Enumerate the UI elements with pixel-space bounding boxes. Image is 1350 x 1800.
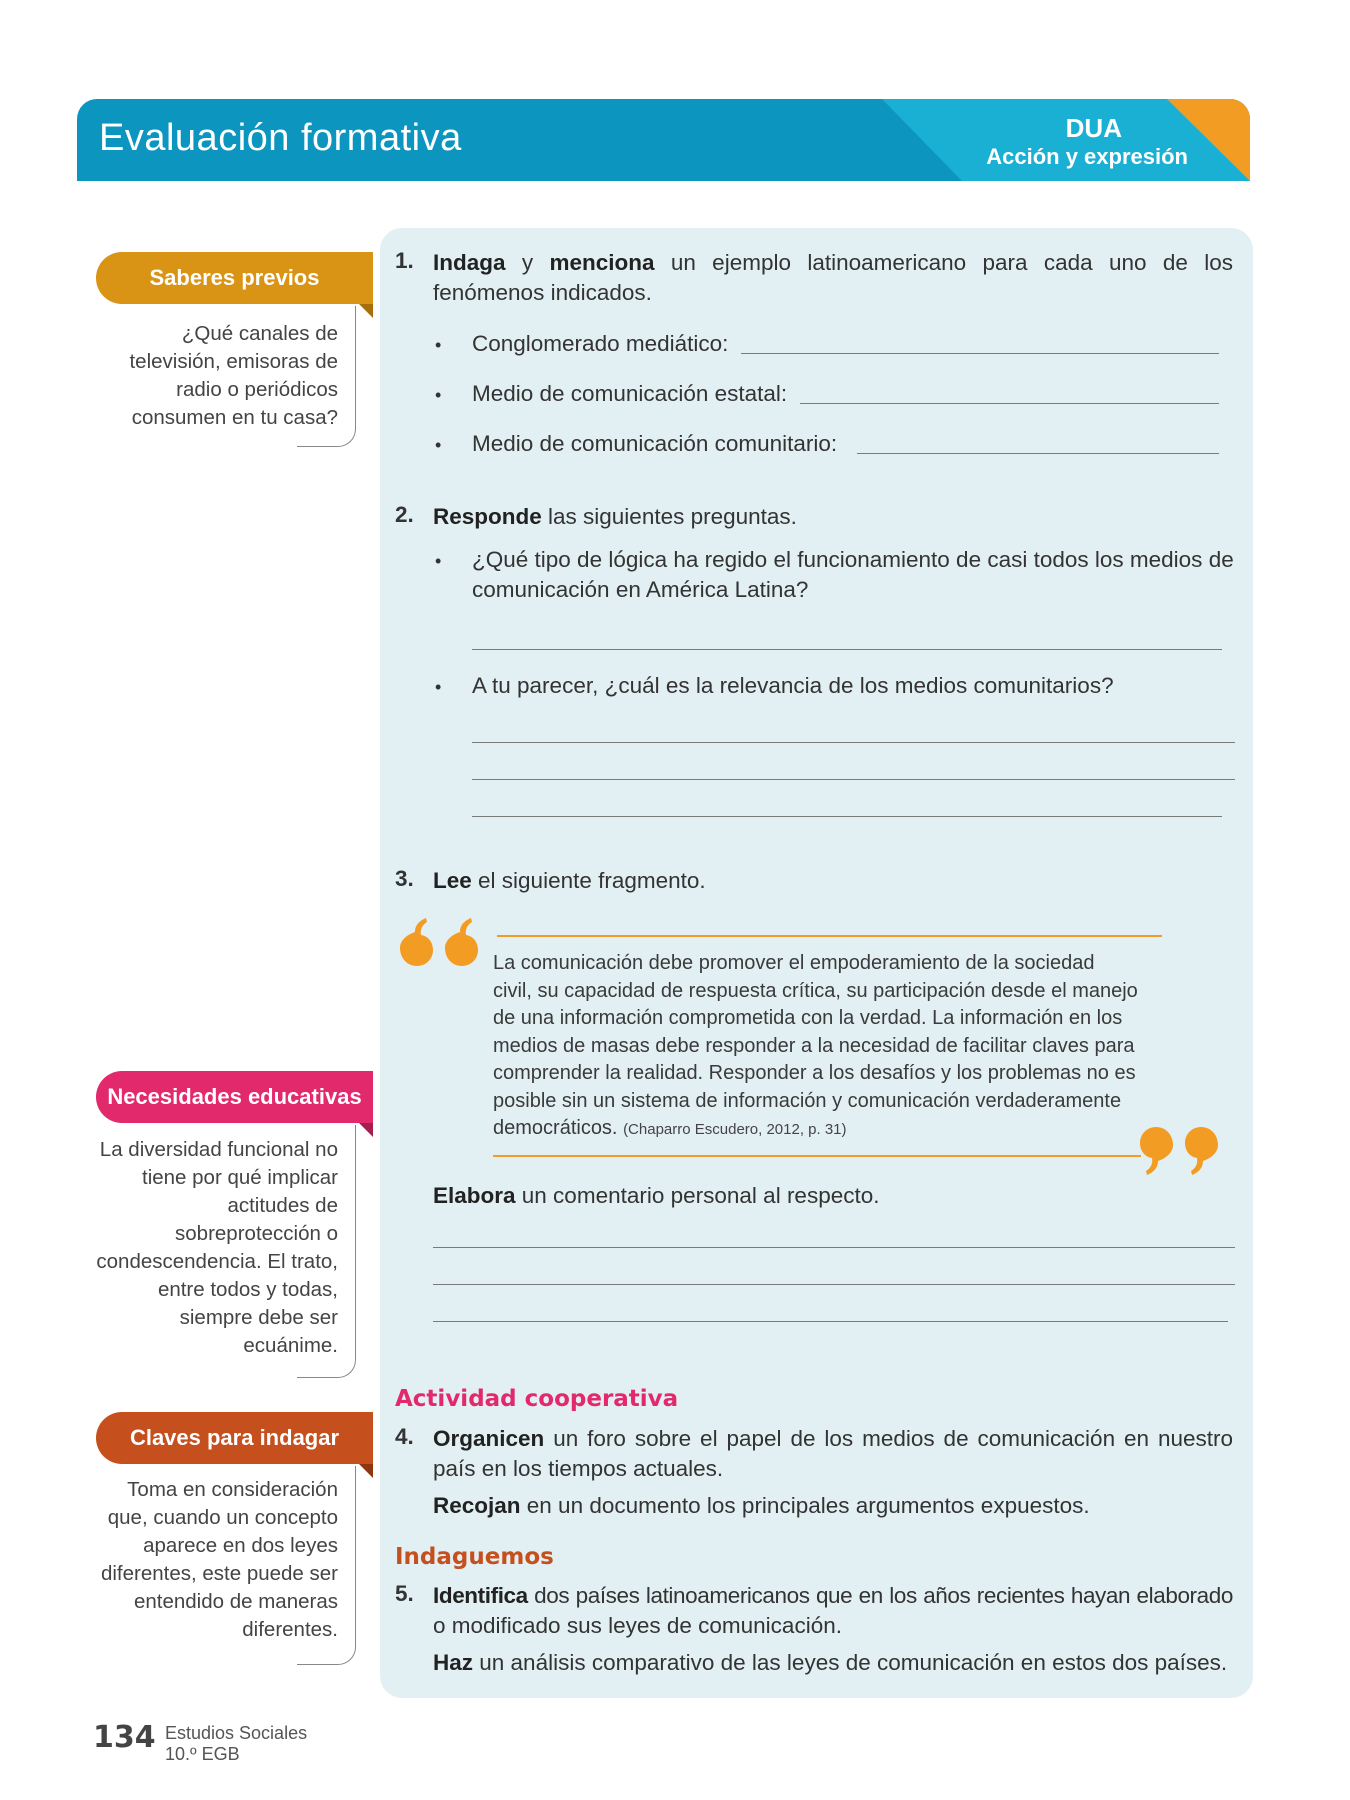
dua-badge-title: DUA xyxy=(1065,113,1122,143)
claves-text: Toma en consideración que, cuando un concepto aparece en dos leyes diferentes, este puede ser entendido de maneras diferentes. xyxy=(100,1478,338,1641)
question-number: 4. xyxy=(395,1424,414,1449)
tab-label: Saberes previos xyxy=(149,265,320,290)
question-number: 2. xyxy=(395,502,414,527)
question-5-text: Identifica dos países latinoamericanos que en los años recientes hayan elaborado o modificado sus leyes de comunicación. Haz un análisis comparativo de las leyes de comunicación en estos dos países. xyxy=(433,1583,1233,1675)
item-estatal: Medio de comunicación estatal: xyxy=(472,381,788,406)
bracket-divider xyxy=(297,1125,356,1378)
tab-fold xyxy=(359,1123,373,1137)
answer-line[interactable] xyxy=(472,816,1222,817)
question-1-text: Indaga y menciona un ejemplo latinoamericano para cada uno de los fenómenos indicados. xyxy=(433,250,1233,305)
question-2-item-2: A tu parecer, ¿cuál es la relevancia de los medios comunitarios? xyxy=(472,673,1114,698)
answer-line[interactable] xyxy=(472,649,1222,650)
answer-line[interactable] xyxy=(472,742,1235,743)
close-quote-icon xyxy=(1140,1115,1232,1175)
tab-label: Necesidades educativas xyxy=(107,1084,362,1109)
answer-line[interactable] xyxy=(800,403,1219,404)
question-number: 5. xyxy=(395,1581,414,1606)
item-conglomerado: Conglomerado mediático: xyxy=(472,331,729,356)
tab-saberes-previos xyxy=(96,252,373,304)
necesidades-text: La diversidad funcional no tiene por qué implicar actitudes de sobreprotección o condescendencia. El trato, entre todos y todas, siempre debe ser ecuánime. xyxy=(96,1138,338,1357)
question-4-text: Organicen un foro sobre el papel de los medios de comunicación en nuestro país en los tiempos actuales. Recojan en un documento los principales argumentos expuestos. xyxy=(433,1426,1233,1518)
open-quote-icon xyxy=(393,918,483,978)
page-title: Evaluación formativa xyxy=(99,117,462,159)
question-3-text: Lee el siguiente fragmento. xyxy=(433,868,706,893)
question-number: 1. xyxy=(395,248,414,273)
section-title-indaguemos: Indaguemos xyxy=(395,1544,554,1570)
question-2-text: Responde las siguientes preguntas. xyxy=(433,504,797,529)
header-banner xyxy=(77,99,1250,181)
tab-fold xyxy=(359,304,373,318)
section-title-cooperativa: Actividad cooperativa xyxy=(395,1386,679,1412)
answer-line[interactable] xyxy=(433,1247,1235,1248)
answer-line[interactable] xyxy=(857,453,1219,454)
saberes-text: ¿Qué canales de televisión, emisoras de radio o periódicos consumen en tu casa? xyxy=(129,322,338,429)
item-comunitario: Medio de comunicación comunitario: xyxy=(472,431,838,456)
quote-top-rule xyxy=(497,935,1162,937)
tab-label: Claves para indagar xyxy=(129,1425,340,1450)
question-number: 3. xyxy=(395,866,414,891)
answer-line[interactable] xyxy=(433,1321,1228,1322)
tab-claves-para-indagar xyxy=(96,1412,373,1464)
bracket-divider xyxy=(297,1466,356,1665)
footer-grade: 10.º EGB xyxy=(165,1744,240,1764)
quote-text: La comunicación debe promover el empoderamiento de la sociedad civil, su capacidad de respuesta crítica, su participación desde el manejo de una información comprometida con la verdad. La información en los medios de masas debe responder a la necesidad de facilitar claves para comprender la realidad. Responder a los desafíos y los problemas no es posible sin un sistema de información y comunicación verdaderamente democráticos. (Chaparro Escudero, 2012, p. 31) xyxy=(493,952,1138,1139)
quote-citation: (Chaparro Escudero, 2012, p. 31) xyxy=(623,1121,847,1138)
tab-necesidades-educativas xyxy=(96,1071,373,1123)
answer-line[interactable] xyxy=(741,353,1219,354)
footer-subject: Estudios Sociales xyxy=(165,1723,308,1743)
bracket-divider xyxy=(297,306,356,447)
elabora-text: Elabora un comentario personal al respecto. xyxy=(433,1183,880,1208)
tab-fold xyxy=(359,1464,373,1478)
answer-line[interactable] xyxy=(433,1284,1235,1285)
page-number: 134 xyxy=(93,1720,156,1755)
quote-bottom-rule xyxy=(493,1155,1141,1157)
question-2-item-1: ¿Qué tipo de lógica ha regido el funcionamiento de casi todos los medios de comunicación en América Latina? xyxy=(472,547,1234,602)
answer-line[interactable] xyxy=(472,779,1235,780)
dua-badge-subtitle: Acción y expresión xyxy=(986,144,1188,169)
